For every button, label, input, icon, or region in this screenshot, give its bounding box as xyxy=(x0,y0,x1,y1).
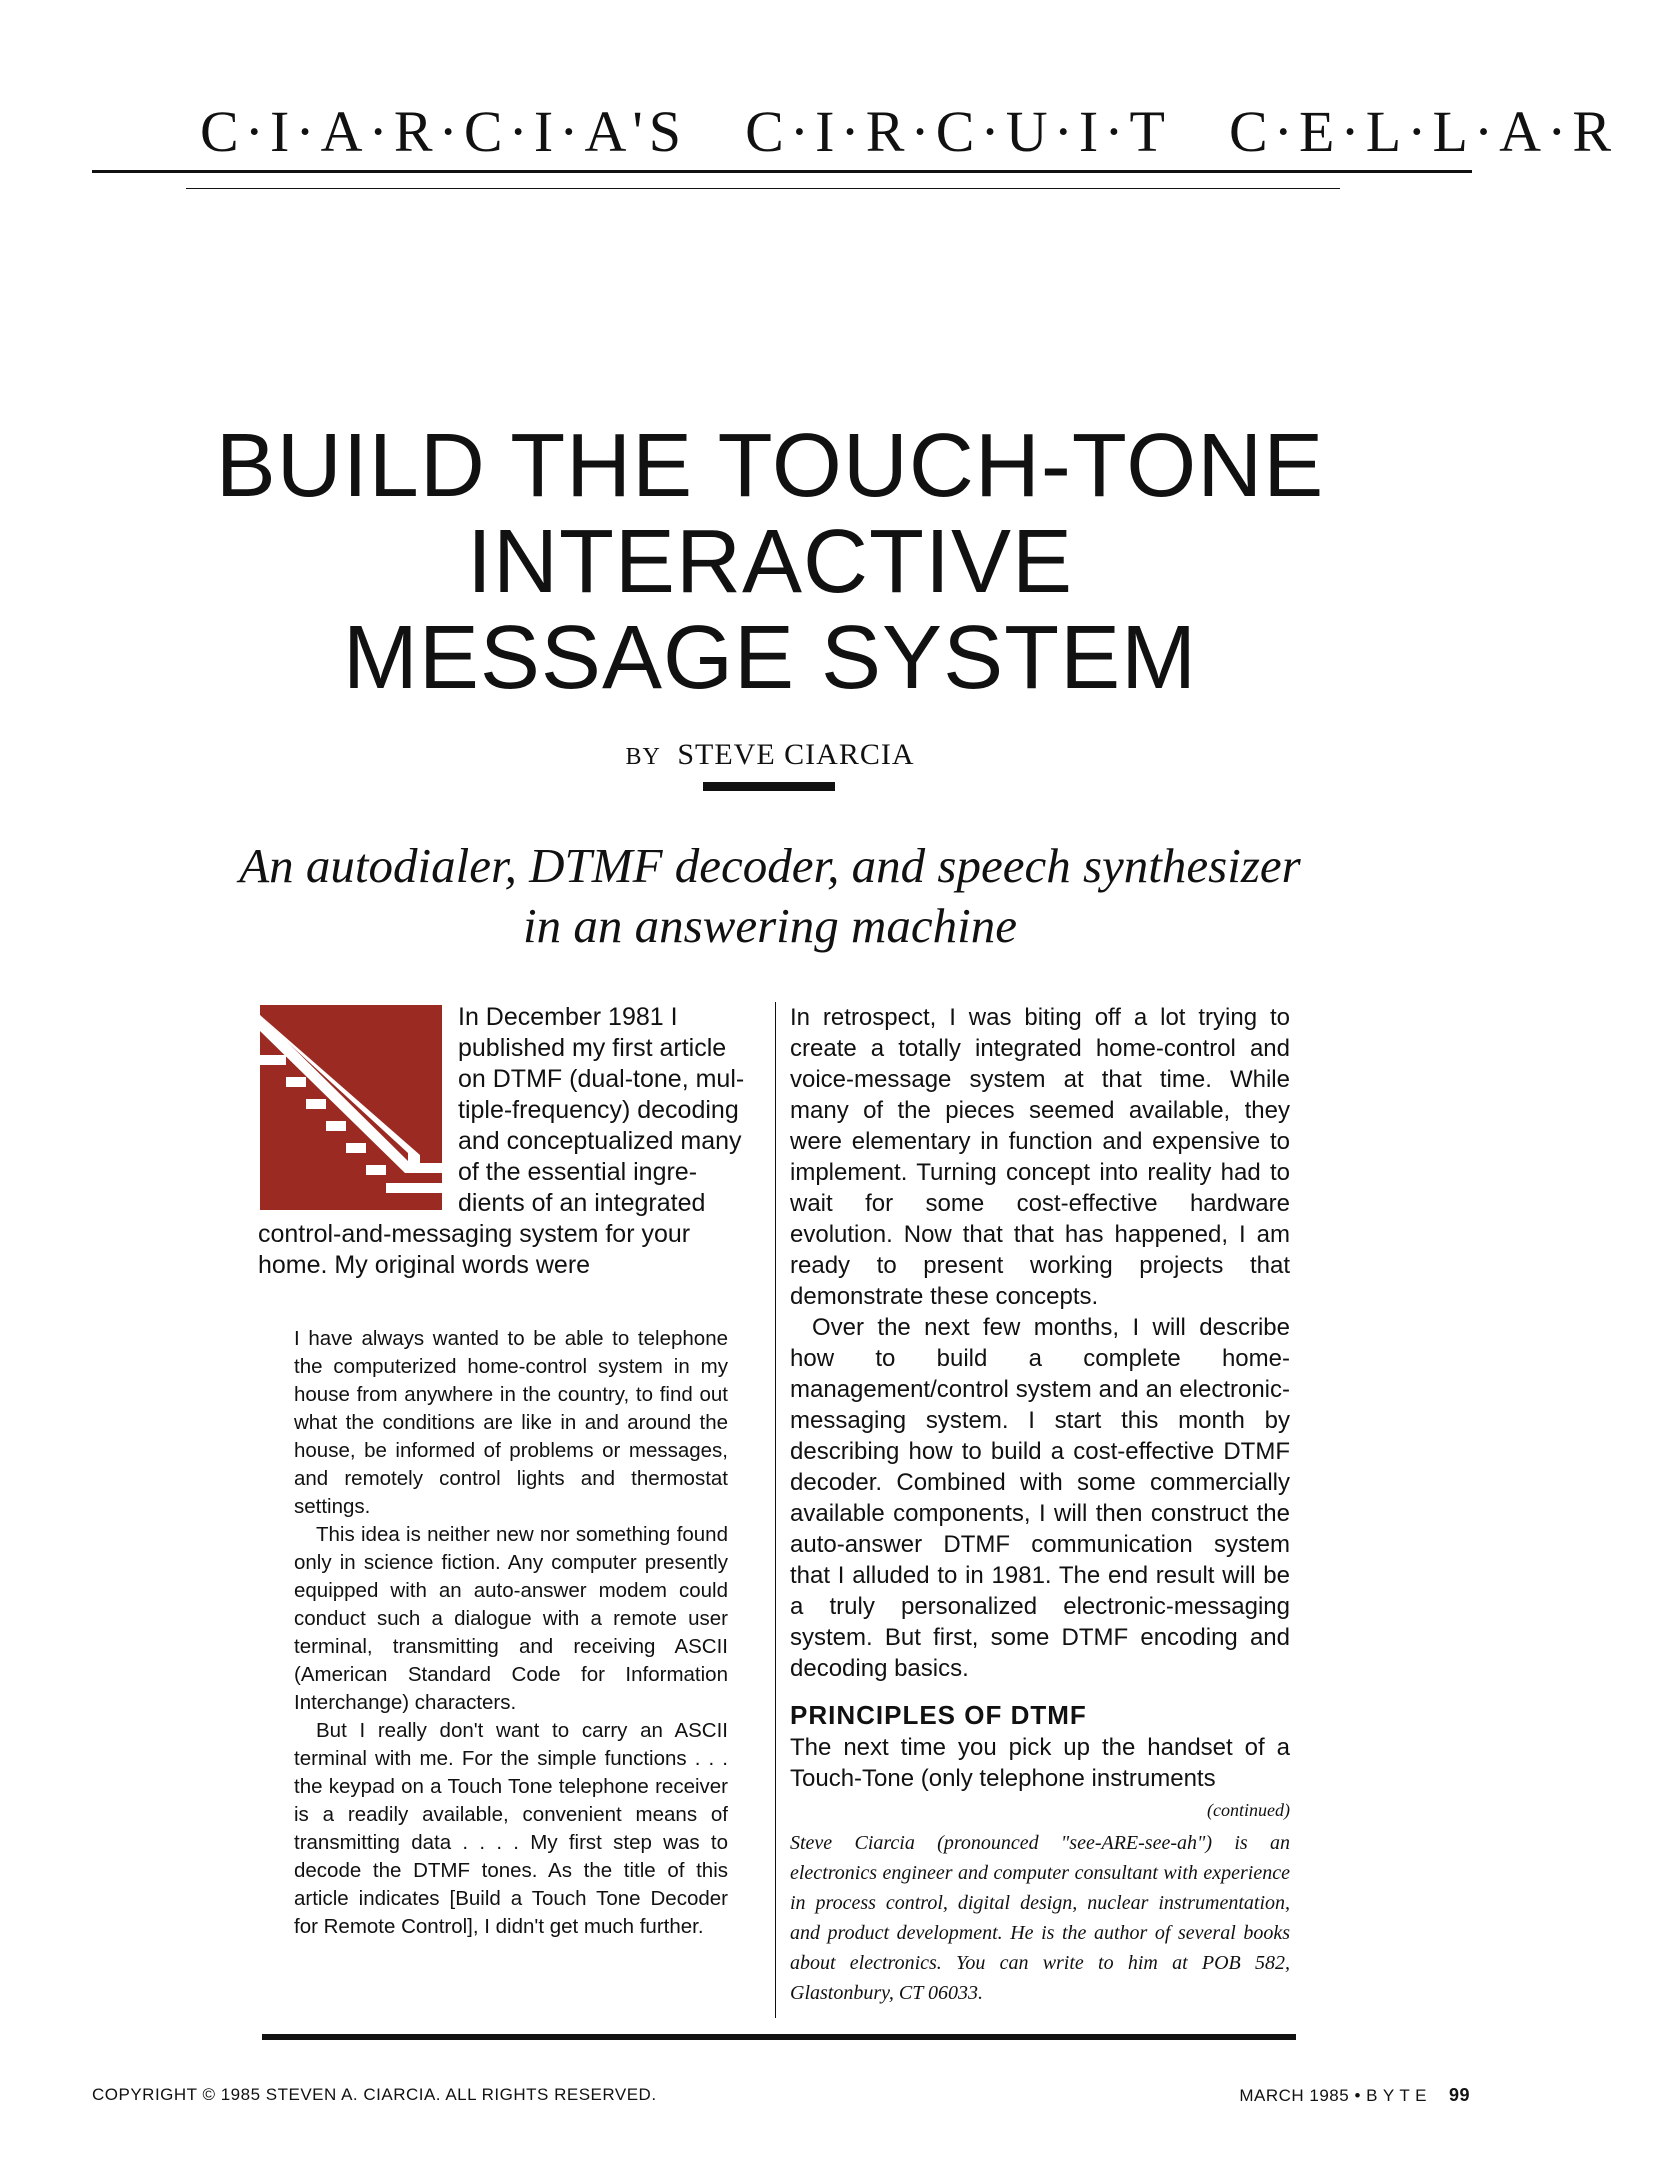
title-line: BUILD THE TOUCH-TONE xyxy=(215,416,1325,516)
lede-paragraph xyxy=(258,1002,758,1281)
deck-line: in an answering machine xyxy=(522,898,1018,953)
lede-line: In December 1981 I xyxy=(458,1003,678,1031)
issue-footer xyxy=(1239,2085,1470,2106)
body-paragraph: The next time you pick up the handset of a Touch-Tone (only telephone instruments xyxy=(790,1734,1290,1792)
masthead-rule xyxy=(92,170,1472,173)
masthead-word: C·I·A·R·C·I·A'S xyxy=(200,99,688,164)
title-line: INTERACTIVE xyxy=(466,512,1074,612)
masthead-word: C·I·R·C·U·I·T xyxy=(745,99,1171,164)
lede-line: and conceptualized many xyxy=(458,1127,742,1155)
masthead-word: C·E·L·L·A·R xyxy=(1228,99,1618,164)
lede-line: dients of an integrated xyxy=(458,1189,706,1217)
deck-line: An autodialer, DTMF decoder, and speech synthesizer xyxy=(239,838,1301,893)
byline-author: STEVE CIARCIA xyxy=(677,738,915,771)
section-heading: PRINCIPLES OF DTMF xyxy=(790,1700,1087,1730)
lede-line: on DTMF (dual-tone, mul- xyxy=(458,1065,745,1093)
masthead-sub-rule xyxy=(186,188,1340,189)
issue-label: MARCH 1985 • B Y T E xyxy=(1239,2086,1427,2105)
page-number: 99 xyxy=(1448,2085,1470,2105)
right-column xyxy=(790,1002,1290,2008)
quote-paragraph: This idea is neither new nor something found only in science fiction. Any computer presently equipped with an auto-answer modem could conduct such a dialogue with a remote user terminal, transmitting and receiving ASCII (American Standard Code for Information Interchange) characters. xyxy=(294,1523,728,1714)
block-quote xyxy=(294,1325,728,1941)
lede-line: home. My original words were xyxy=(258,1251,591,1279)
masthead xyxy=(200,98,1618,165)
continued-note: (continued) xyxy=(1207,1800,1290,1820)
byline-bar xyxy=(703,782,835,791)
lede-line: control-and-messaging system for your xyxy=(258,1220,691,1248)
copyright-footer: COPYRIGHT © 1985 STEVEN A. CIARCIA. ALL RIGHTS RESERVED. xyxy=(92,2085,657,2104)
quote-paragraph: I have always wanted to be able to telephone the computerized home-control system in my house from anywhere in the country, to find out what the conditions are like in and around the house, be informed of problems or messages, and remotely control lights and thermostat settings. xyxy=(294,1327,728,1518)
lede-line: of the essential ingre- xyxy=(458,1158,698,1186)
byline xyxy=(370,738,1170,772)
lede-line: tiple-frequency) decoding xyxy=(458,1096,739,1124)
quote-paragraph: But I really don't want to carry an ASCII terminal with me. For the simple functions . . . the keypad on a Touch Tone telephone receiver is a readily available, convenient means of transmitting data . . . . My first step was to decode the DTMF tones. As the title of this article indicates [Build a Touch Tone Decoder for Remote Control], I didn't get much further. xyxy=(294,1719,728,1938)
author-bio: Steve Ciarcia (pronounced "see-ARE-see-ah") is an electronics engineer and computer consultant with experience in process control, digital design, nuclear instrumentation, and product development. He is the author of several books about electronics. You can write to him at POB 582, Glastonbury, CT 06033. xyxy=(790,1832,1290,2004)
lede-line: published my first article xyxy=(458,1034,727,1062)
article-title xyxy=(150,418,1390,706)
column-divider xyxy=(775,1002,776,2018)
bottom-rule xyxy=(262,2034,1296,2040)
byline-by: BY xyxy=(625,744,661,770)
body-paragraph: In retrospect, I was biting off a lot trying to create a totally integrated home-control and voice-message system at that time. While many of the pieces seemed available, they were elementary in function and expensive to implement. Turning concept into reality had to wait for some cost-effective hardware evolution. Now that that has happened, I am ready to present working projects that demonstrate these concepts. xyxy=(790,1004,1290,1310)
title-line: MESSAGE SYSTEM xyxy=(342,608,1198,708)
body-paragraph: Over the next few months, I will describe how to build a complete home-management/control system and an electronic-messaging system. I start this month by describing how to build a cost-effective DTMF decoder. Combined with some commercially available components, I will then construct the auto-answer DTMF communication system that I alluded to in 1981. The end result will be a truly personalized electronic-messaging system. But first, some DTMF encoding and decoding basics. xyxy=(790,1314,1290,1682)
article-deck xyxy=(150,836,1390,956)
